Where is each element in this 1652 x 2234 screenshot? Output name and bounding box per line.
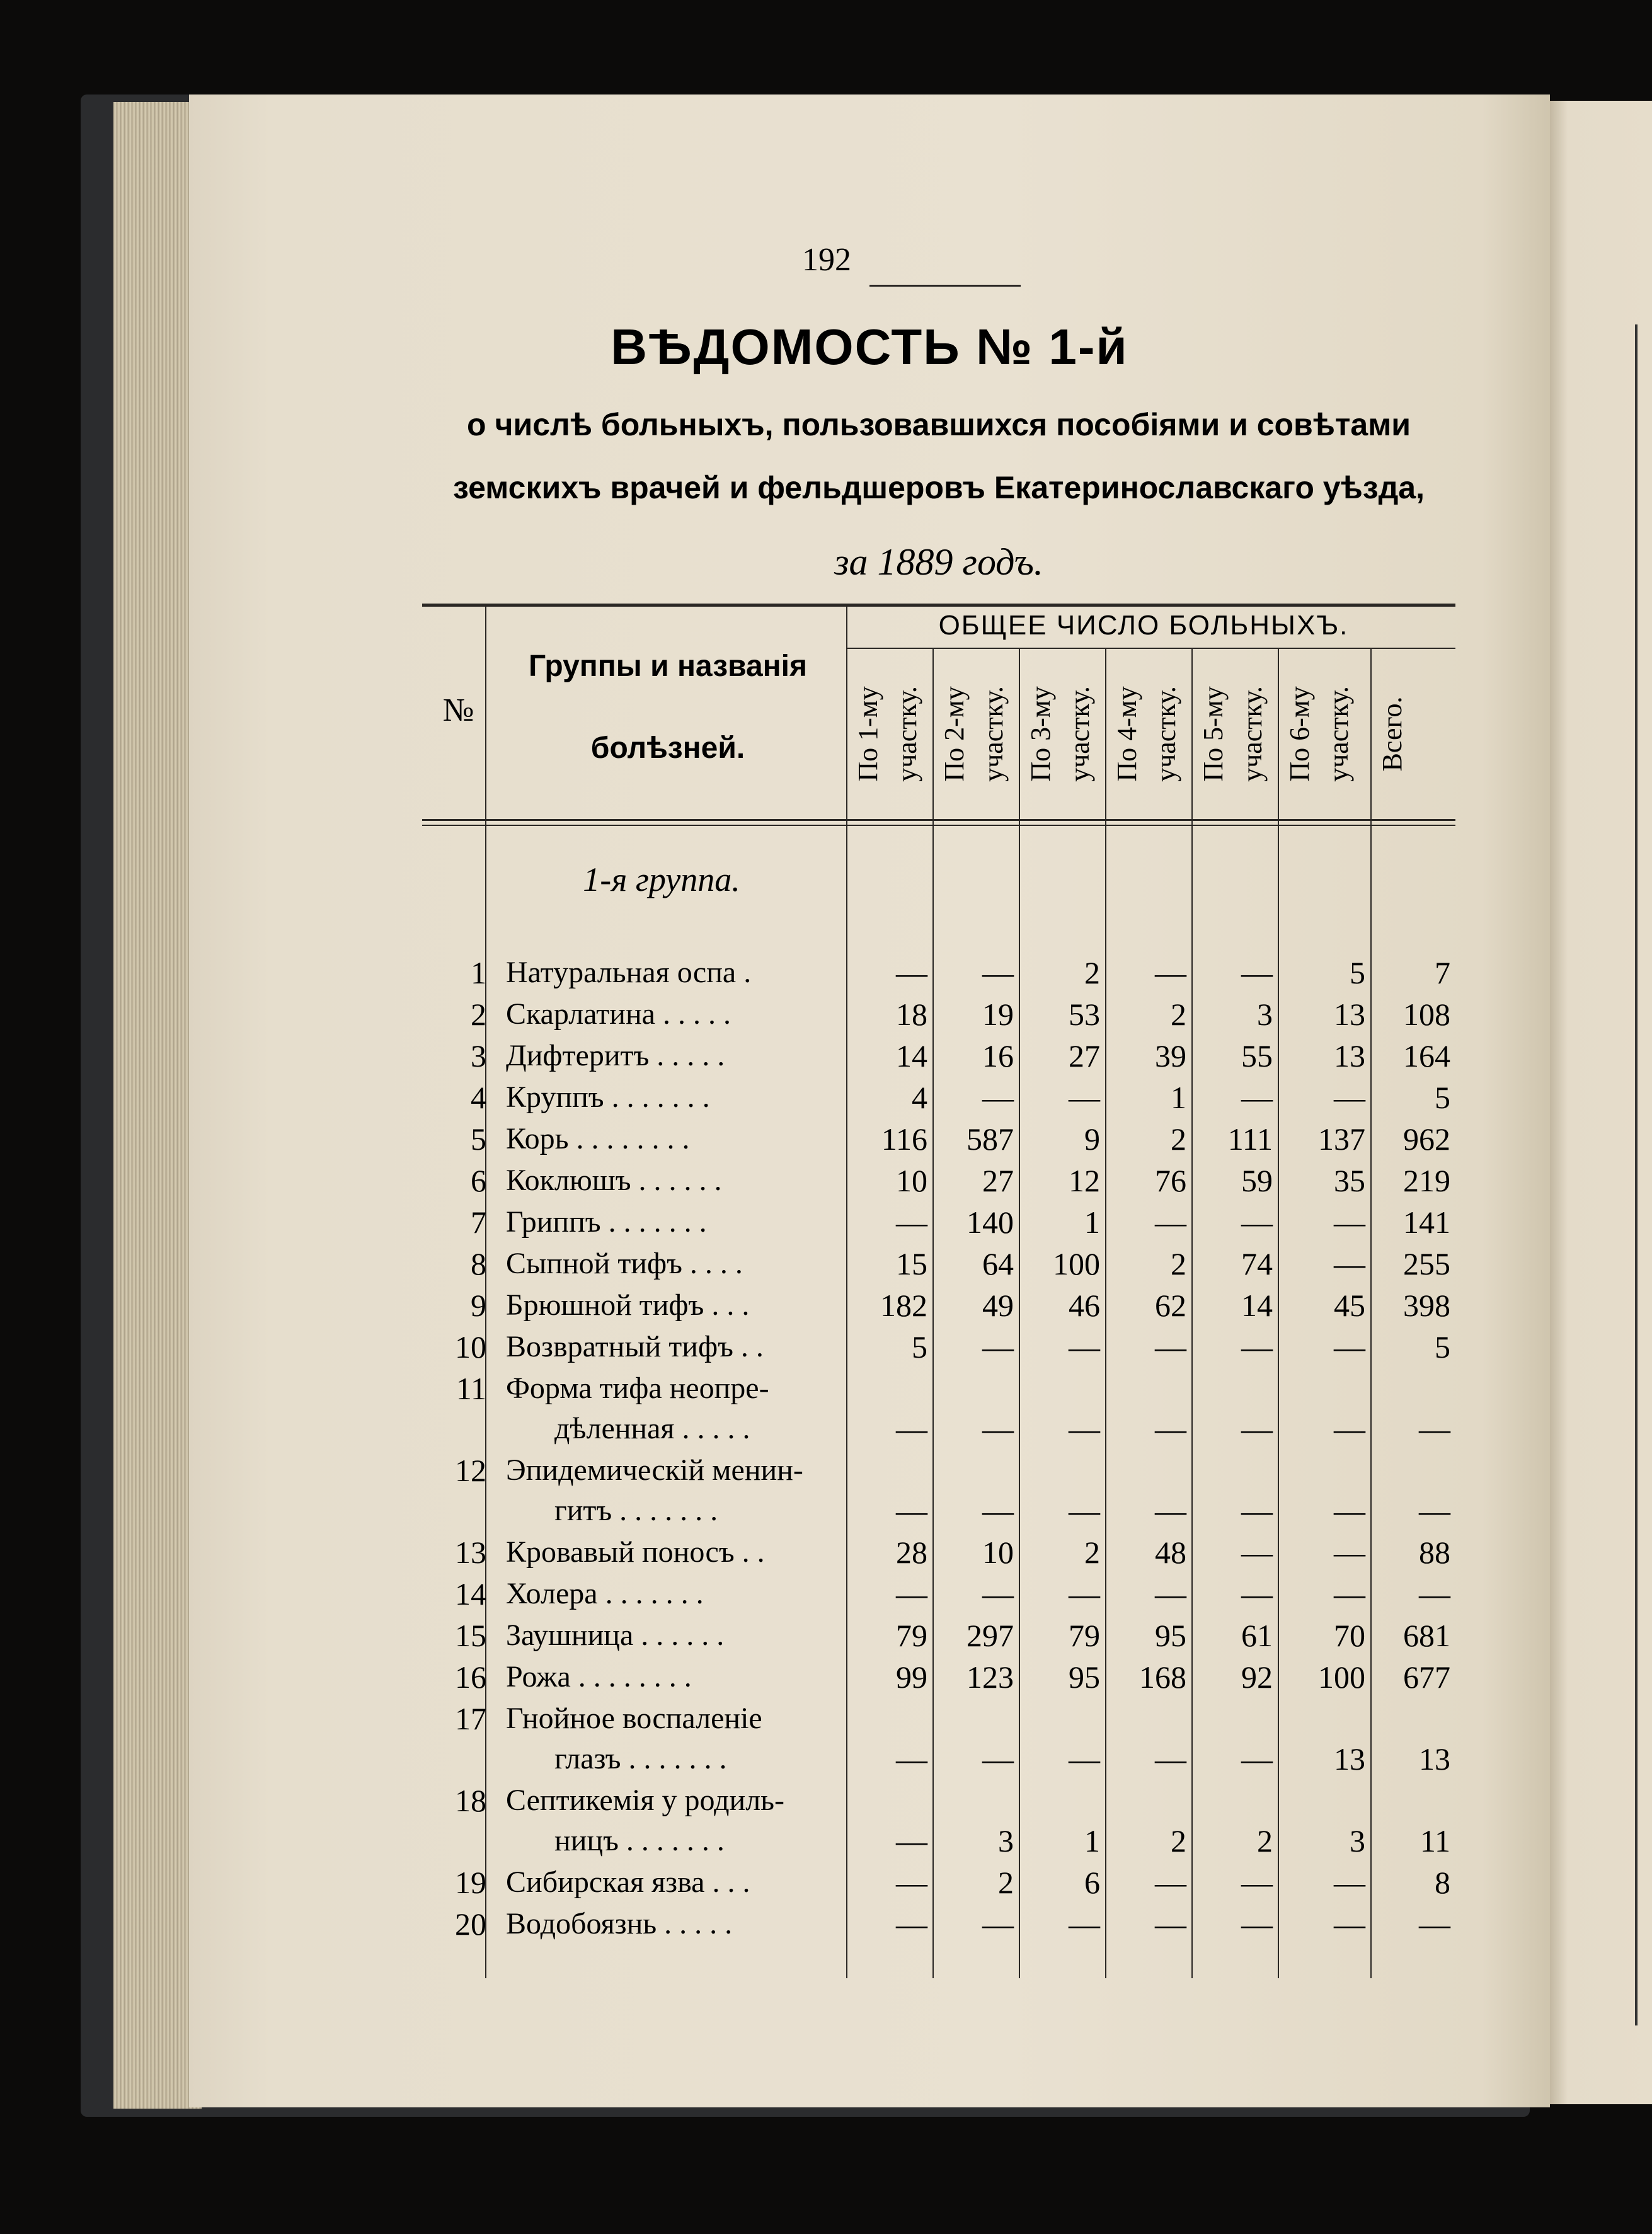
table-cell: — (1241, 1576, 1273, 1612)
table-cell: — (1155, 1493, 1186, 1528)
disease-name-continued: ницъ . . . . . . . (554, 1824, 725, 1857)
table-cell: 92 (1241, 1659, 1273, 1695)
table-cell: — (1334, 1411, 1365, 1446)
table-cell: — (1334, 1493, 1365, 1528)
row-number: 14 (455, 1576, 486, 1612)
table-top-rule (422, 604, 1455, 607)
table-cell: 2 (1171, 1823, 1186, 1859)
column-header-line-1: По 5-му (1198, 686, 1229, 782)
table-cell: — (1334, 1576, 1365, 1612)
disease-name: Брюшной тифъ . . . (506, 1288, 750, 1322)
page-edges (113, 102, 202, 2109)
header-number: № (442, 692, 474, 728)
table-cell: — (896, 1576, 927, 1612)
table-cell: 61 (1241, 1618, 1273, 1653)
row-number: 17 (455, 1701, 486, 1736)
table-cell: — (1241, 1329, 1273, 1365)
table-cell: 13 (1419, 1741, 1450, 1777)
table-cell: 100 (1318, 1659, 1365, 1695)
table-cell: 88 (1419, 1535, 1450, 1570)
table-cell: — (896, 1493, 927, 1528)
header-total: ОБЩЕЕ ЧИСЛО БОЛЬНЫХЪ. (938, 610, 1349, 641)
column-header (1021, 655, 1110, 813)
disease-name: Круппъ . . . . . . . (506, 1080, 710, 1114)
table-cell: — (982, 1576, 1014, 1612)
table-cell: 4 (912, 1080, 927, 1115)
table-cell: — (1334, 1205, 1365, 1240)
table-cell: — (1241, 1411, 1273, 1446)
subtitle-line-2: земскихъ врачей и фельдшеровъ Екатеринославскаго уѣзда, (452, 470, 1425, 505)
table-cell: — (1241, 1741, 1273, 1777)
table-cell: 39 (1155, 1038, 1186, 1074)
row-number: 18 (455, 1783, 486, 1818)
table-cell: — (1241, 1865, 1273, 1900)
table-cell: 398 (1403, 1288, 1450, 1323)
table-cell: — (1241, 1205, 1273, 1240)
column-header-line-2: участку. (1323, 686, 1354, 782)
table-cell: — (1069, 1329, 1100, 1365)
row-number: 20 (455, 1906, 486, 1942)
disease-name: Скарлатина . . . . . (506, 997, 731, 1031)
table-cell: — (1155, 1741, 1186, 1777)
table-cell: 108 (1403, 997, 1450, 1032)
disease-name-continued: дѣленная . . . . . (554, 1412, 750, 1445)
table-cell: 27 (1069, 1038, 1100, 1074)
table-cell: 677 (1403, 1659, 1450, 1695)
table-cell: 1 (1084, 1823, 1100, 1859)
table-cell: 14 (896, 1038, 927, 1074)
table-cell: 79 (896, 1618, 927, 1653)
page-number-rule (869, 285, 1021, 287)
table-cell: 13 (1334, 1741, 1365, 1777)
table-cell: — (1069, 1493, 1100, 1528)
table-cell: 35 (1334, 1163, 1365, 1198)
disease-name: Натуральная оспа . (506, 956, 752, 989)
table-cell: 14 (1241, 1288, 1273, 1323)
table-cell: 28 (896, 1535, 927, 1570)
column-header-line-1: По 4-му (1111, 686, 1142, 782)
table-cell: 5 (1435, 1329, 1450, 1365)
row-number: 12 (455, 1453, 486, 1488)
row-number: 9 (471, 1288, 486, 1323)
table-cell: 74 (1241, 1246, 1273, 1281)
disease-name: Септикемія у родиль- (506, 1784, 785, 1817)
table-cell: — (1155, 955, 1186, 990)
table-cell: — (896, 1205, 927, 1240)
table-cell: 2 (1084, 955, 1100, 990)
row-number: 3 (471, 1038, 486, 1074)
table-cell: 2 (1257, 1823, 1273, 1859)
column-header-line-2: участку. (1237, 686, 1268, 782)
year-line: за 1889 годъ. (834, 541, 1043, 583)
row-number: 2 (471, 997, 486, 1032)
disease-name: Эпидемическій менин- (506, 1453, 803, 1487)
table-cell: 5 (912, 1329, 927, 1365)
table-cell: 64 (982, 1246, 1014, 1281)
table-cell: — (1069, 1080, 1100, 1115)
table-cell: — (1155, 1411, 1186, 1446)
table-cell: — (1334, 1329, 1365, 1365)
table-cell: — (1419, 1493, 1450, 1528)
table-header-rule-2 (422, 825, 1455, 826)
table-cell: 12 (1069, 1163, 1100, 1198)
table-cell: 141 (1403, 1205, 1450, 1240)
table-cell: — (896, 1741, 927, 1777)
table-cell: 164 (1403, 1038, 1450, 1074)
table-cell: 9 (1084, 1121, 1100, 1157)
disease-name: Рожа . . . . . . . . (506, 1660, 692, 1693)
table-cell: 6 (1084, 1865, 1100, 1900)
column-header-line-1: Всего. (1377, 696, 1408, 772)
table-cell: 255 (1403, 1246, 1450, 1281)
table-cell: 182 (880, 1288, 927, 1323)
table-cell: 95 (1069, 1659, 1100, 1695)
table-cell: — (896, 1865, 927, 1900)
table-cell: 116 (881, 1121, 927, 1157)
table-cell: 99 (896, 1659, 927, 1695)
table-cell: 3 (1257, 997, 1273, 1032)
table-cell: 19 (982, 997, 1014, 1032)
column-header-line-1: По 2-му (939, 686, 970, 782)
subtitle-line-1: о числѣ больныхъ, пользовавшихся пособіями и совѣтами (467, 407, 1411, 442)
table-cell: — (1241, 955, 1273, 990)
table-cell: 15 (896, 1246, 927, 1281)
table-cell: 49 (982, 1288, 1014, 1323)
table-cell: — (1241, 1493, 1273, 1528)
table-cell: 1 (1171, 1080, 1186, 1115)
column-header-line-2: участку. (978, 686, 1009, 782)
table-cell: 3 (998, 1823, 1014, 1859)
table-cell: 297 (967, 1618, 1014, 1653)
disease-name: Возвратный тифъ . . (506, 1330, 764, 1363)
table-cell: 62 (1155, 1288, 1186, 1323)
table-cell: 962 (1403, 1121, 1450, 1157)
table-cell: 13 (1334, 1038, 1365, 1074)
column-header (1373, 655, 1461, 813)
table-cell: — (896, 955, 927, 990)
table-cell: 8 (1435, 1865, 1450, 1900)
table-cell: — (1155, 1906, 1186, 1942)
row-number: 16 (455, 1659, 486, 1695)
table-cell: — (1334, 1246, 1365, 1281)
table-cell: — (982, 1080, 1014, 1115)
disease-name-continued: гитъ . . . . . . . (554, 1494, 718, 1527)
table-cell: 79 (1069, 1618, 1100, 1653)
table-cell: — (1069, 1411, 1100, 1446)
table-cell: — (896, 1823, 927, 1859)
header-group-line-2: болѣзней. (590, 731, 745, 765)
column-header (1108, 655, 1196, 813)
column-header (935, 655, 1023, 813)
page-number: 192 (802, 242, 851, 278)
table-cell: — (1069, 1576, 1100, 1612)
row-number: 19 (455, 1865, 486, 1900)
disease-name: Водобоязнь . . . . . (506, 1907, 733, 1940)
table-cell: 18 (896, 997, 927, 1032)
table-cell: — (1241, 1080, 1273, 1115)
table-cell: 45 (1334, 1288, 1365, 1323)
table-cell: 2 (1171, 997, 1186, 1032)
disease-name: Заушница . . . . . . (506, 1618, 725, 1652)
table-cell: 27 (982, 1163, 1014, 1198)
table-cell: 681 (1403, 1618, 1450, 1653)
disease-name: Дифтеритъ . . . . . (506, 1039, 725, 1072)
disease-name: Корь . . . . . . . . (506, 1122, 690, 1155)
table-cell: 13 (1334, 997, 1365, 1032)
table-cell: 587 (967, 1121, 1014, 1157)
table-cell: — (1334, 1865, 1365, 1900)
table-cell: 2 (998, 1865, 1014, 1900)
table-cell: — (1155, 1329, 1186, 1365)
row-number: 15 (455, 1618, 486, 1653)
row-number: 10 (455, 1329, 486, 1365)
table-cell: — (1241, 1906, 1273, 1942)
table-cell: 53 (1069, 997, 1100, 1032)
table-cell: — (896, 1411, 927, 1446)
table-cell: 16 (982, 1038, 1014, 1074)
row-number: 5 (471, 1121, 486, 1157)
table-cell: — (1155, 1865, 1186, 1900)
header-group-line-1: Группы и названія (529, 650, 807, 683)
table-cell: 1 (1084, 1205, 1100, 1240)
table-cell: 46 (1069, 1288, 1100, 1323)
disease-name-continued: глазъ . . . . . . . (554, 1742, 727, 1775)
disease-name: Гриппъ . . . . . . . (506, 1205, 707, 1239)
table-cell: 140 (967, 1205, 1014, 1240)
table-cell: 2 (1171, 1246, 1186, 1281)
disease-name: Кровавый поносъ . . (506, 1535, 765, 1569)
table-cell: — (896, 1906, 927, 1942)
table-cell: 59 (1241, 1163, 1273, 1198)
table-cell: — (1241, 1535, 1273, 1570)
disease-name: Коклюшъ . . . . . . (506, 1164, 722, 1197)
table-cell: — (1334, 1906, 1365, 1942)
table-cell: 70 (1334, 1618, 1365, 1653)
table-header-rule (422, 819, 1455, 821)
table-cell: — (982, 1329, 1014, 1365)
table-cell: 100 (1053, 1246, 1100, 1281)
column-header-line-1: По 3-му (1025, 686, 1056, 782)
column-header-line-2: участку. (1150, 686, 1181, 782)
table-cell: — (982, 1493, 1014, 1528)
table-cell: 123 (967, 1659, 1014, 1695)
table-cell: — (1419, 1906, 1450, 1942)
table-cell: — (1155, 1205, 1186, 1240)
table-cell: 5 (1435, 1080, 1450, 1115)
table-cell: — (1419, 1576, 1450, 1612)
table-cell: 10 (896, 1163, 927, 1198)
table-cell: 168 (1139, 1659, 1186, 1695)
table-cell: 10 (982, 1535, 1014, 1570)
table-cell: — (982, 1741, 1014, 1777)
column-header (849, 655, 937, 813)
table-cell: 76 (1155, 1163, 1186, 1198)
table-cell: 5 (1350, 955, 1365, 990)
disease-name: Гнойное воспаленіе (506, 1702, 762, 1735)
table-cell: 11 (1420, 1823, 1450, 1859)
row-number: 6 (471, 1163, 486, 1198)
table-cell: — (982, 955, 1014, 990)
table-cell: 55 (1241, 1038, 1273, 1074)
row-number: 13 (455, 1535, 486, 1570)
table-cell: — (1069, 1741, 1100, 1777)
disease-name: Холера . . . . . . . (506, 1577, 704, 1610)
column-header-line-1: По 6-му (1284, 686, 1315, 782)
subheader-rule (846, 648, 1455, 649)
table-cell: — (1419, 1411, 1450, 1446)
table-cell: 48 (1155, 1535, 1186, 1570)
table-cell: 2 (1084, 1535, 1100, 1570)
row-number: 1 (471, 955, 486, 990)
table-cell: 137 (1318, 1121, 1365, 1157)
table-cell: 3 (1350, 1823, 1365, 1859)
column-header (1194, 655, 1282, 813)
table-cell: — (1334, 1535, 1365, 1570)
disease-name: Сыпной тифъ . . . . (506, 1247, 743, 1280)
row-number: 4 (471, 1080, 486, 1115)
disease-name: Сибирская язва . . . (506, 1865, 750, 1899)
table-cell: 111 (1227, 1121, 1273, 1157)
column-header (1280, 655, 1368, 813)
facing-page-rule (1635, 324, 1638, 2025)
table-cell: 2 (1171, 1121, 1186, 1157)
table-cell: 219 (1403, 1163, 1450, 1198)
row-number: 11 (456, 1371, 486, 1406)
table-cell: — (1069, 1906, 1100, 1942)
disease-name: Форма тифа неопре- (506, 1372, 769, 1405)
table-cell: — (1334, 1080, 1365, 1115)
row-number: 8 (471, 1246, 486, 1281)
row-number: 7 (471, 1205, 486, 1240)
table-cell: — (982, 1906, 1014, 1942)
col-divider (1278, 649, 1279, 1978)
table-cell: 7 (1435, 955, 1450, 990)
table-cell: 95 (1155, 1618, 1186, 1653)
page-title: ВѢДОМОСТЬ № 1-й (611, 319, 1128, 375)
column-header-line-2: участку. (1064, 686, 1095, 782)
column-header-line-1: По 1-му (852, 686, 883, 782)
table-cell: — (982, 1411, 1014, 1446)
table-cell: — (1155, 1576, 1186, 1612)
group-title: 1-я группа. (583, 861, 740, 898)
column-header-line-2: участку. (892, 686, 922, 782)
